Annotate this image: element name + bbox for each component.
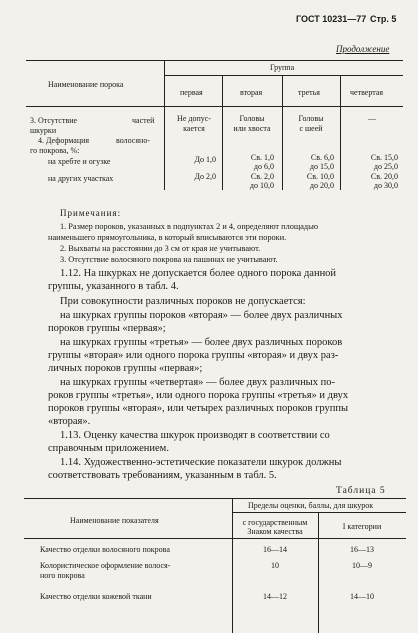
table5-col-name: Наименование показателя bbox=[70, 516, 159, 525]
table5-sub1-a: с государственным bbox=[242, 518, 308, 527]
note-3: 3. Отсутствие волосяного покрова на пашинах не учитывают. bbox=[60, 255, 278, 264]
notes-title: Примечания: bbox=[60, 208, 122, 218]
row3-name-b: частей bbox=[132, 116, 155, 125]
row4-sub1: на хребте и огузке bbox=[48, 157, 111, 166]
row4-g3-2a: Св. 10,0 bbox=[306, 172, 334, 181]
table5-row-2-b: 10—9 bbox=[352, 561, 372, 570]
col-divider-4 bbox=[340, 76, 341, 190]
row4-g4-2b: до 30,0 bbox=[373, 181, 398, 190]
table4-col-group: Группа bbox=[270, 63, 295, 72]
para-1-13: 1.13. Оценку качества шкурок производят в соответствии со bbox=[60, 430, 330, 441]
table5-col-divider-2 bbox=[318, 512, 319, 633]
group-2: вторая bbox=[240, 88, 263, 97]
col-divider-1 bbox=[164, 60, 165, 190]
row4-name-b: волосяно- bbox=[116, 136, 150, 145]
para-line-10: роков группы «третья», или одного порока группы «третья» и двух bbox=[48, 390, 349, 401]
row4-g2-1a: Св. 1,0 bbox=[250, 153, 274, 162]
gost-number: ГОСТ 10231—77 bbox=[296, 14, 367, 24]
table5-row-1-a: 16—14 bbox=[263, 545, 287, 554]
col-divider-2 bbox=[222, 76, 223, 190]
continued-label: Продолжение bbox=[336, 44, 390, 54]
row4-g3-1a: Св. 6,0 bbox=[310, 153, 334, 162]
table5-row-2-name2: ного покрова bbox=[40, 571, 85, 580]
note-2: 2. Выхваты на расстоянии до 3 см от края не учитывают. bbox=[60, 244, 261, 253]
row4-g1-2: До 2,0 bbox=[194, 172, 216, 181]
row4-g3-1b: до 15,0 bbox=[309, 162, 334, 171]
table5-sub-rule bbox=[232, 512, 406, 513]
para-line-8: личных пороков группы «первая»; bbox=[48, 363, 203, 374]
table5-row-2-name: Колористическое оформление волося- bbox=[40, 561, 171, 570]
para-line-14: справочным приложением. bbox=[48, 443, 169, 454]
para-line-3: При совокупности различных пороков не допускается: bbox=[60, 296, 306, 307]
row4-g2-2a: Св. 2,0 bbox=[250, 172, 274, 181]
table5-col-divider-1 bbox=[232, 498, 233, 633]
row4-sub2: на других участках bbox=[48, 174, 114, 183]
row4-g4-2a: Св. 20,0 bbox=[370, 172, 398, 181]
table5-row-3-a: 14—12 bbox=[263, 592, 287, 601]
row3-name-a: 3. Отсутствие bbox=[30, 116, 78, 125]
table5-top-rule bbox=[24, 498, 406, 499]
group-3: третья bbox=[298, 88, 320, 97]
table4-header-rule bbox=[26, 106, 403, 107]
para-line-2: группы, указанного в табл. 4. bbox=[48, 281, 179, 292]
table5-row-1-b: 16—13 bbox=[350, 545, 374, 554]
row4-name-c: го покрова, %: bbox=[30, 146, 80, 155]
para-1-14: 1.14. Художественно-эстетические показатели шкурок должны bbox=[60, 457, 342, 468]
page-number: Стр. 5 bbox=[370, 14, 397, 24]
group-4: четвертая bbox=[350, 88, 384, 97]
row3-g1-a: Не допус- bbox=[177, 114, 211, 123]
row4-g4-1b: до 25,0 bbox=[373, 162, 398, 171]
table5-caption: Таблица 5 bbox=[336, 486, 386, 496]
table4-col-name: Наименование порока bbox=[48, 80, 124, 89]
para-line-16: соответствовать требованиям, указанным в табл. 5. bbox=[48, 470, 277, 481]
table5-sub1-b: Знаком качества bbox=[247, 527, 303, 536]
para-line-7: группы «вторая» или одного порока группы «вторая» и двух раз- bbox=[48, 350, 339, 361]
group-1: первая bbox=[180, 88, 203, 97]
row3-g1-b: кается bbox=[183, 124, 205, 133]
para-line-9: на шкурках группы «четвертая» — более двух различных по- bbox=[60, 377, 335, 388]
para-1-12: 1.12. На шкурках не допускается более одного порока данной bbox=[60, 268, 337, 279]
row4-g2-2b: до 10,0 bbox=[249, 181, 274, 190]
row3-g2-b: или хвоста bbox=[233, 124, 271, 133]
table5-row-3-name: Качество отделки кожевой ткани bbox=[40, 592, 152, 601]
table5-col-scores: Пределы оценки, баллы, для шкурок bbox=[248, 501, 374, 510]
para-line-5: пороков группы «первая»; bbox=[48, 323, 166, 334]
row3-g4: — bbox=[368, 114, 376, 123]
para-line-4: на шкурках группы пороков «вторая» — более двух различных bbox=[60, 310, 343, 321]
col-divider-3 bbox=[282, 76, 283, 190]
note-1a: 1. Размер пороков, указанных в подпунктах 2 и 4, определяют площадью bbox=[60, 222, 319, 231]
row4-g3-2b: до 20,0 bbox=[309, 181, 334, 190]
table4-top-rule bbox=[26, 60, 403, 61]
row4-name-a: 4. Деформация bbox=[38, 136, 90, 145]
row3-g3-b: с шеей bbox=[299, 124, 323, 133]
row3-g2-a: Головы bbox=[239, 114, 265, 123]
table4-group-rule bbox=[164, 75, 403, 76]
row4-g2-1b: до 6,0 bbox=[253, 162, 274, 171]
table5-sub2: I категории bbox=[342, 522, 382, 531]
note-1b: наименьшего прямоугольника, в который вписываются эти пороки. bbox=[48, 233, 287, 242]
table5-row-1-name: Качество отделки волосяного покрова bbox=[40, 545, 170, 554]
row3-name-c: шкурки bbox=[30, 126, 57, 135]
para-line-11: пороков группы «вторая», или четырех различных пороков группы bbox=[48, 403, 349, 414]
para-line-6: на шкурках группы «третья» — более двух различных пороков bbox=[60, 337, 343, 348]
row3-g3-a: Головы bbox=[298, 114, 324, 123]
table5-header-rule bbox=[24, 538, 406, 539]
row4-g4-1a: Св. 15,0 bbox=[370, 153, 398, 162]
table5-row-2-a: 10 bbox=[271, 561, 279, 570]
row4-g1-1: До 1,0 bbox=[194, 155, 216, 164]
para-line-12: «вторая». bbox=[48, 416, 91, 427]
table5-row-3-b: 14—10 bbox=[350, 592, 374, 601]
